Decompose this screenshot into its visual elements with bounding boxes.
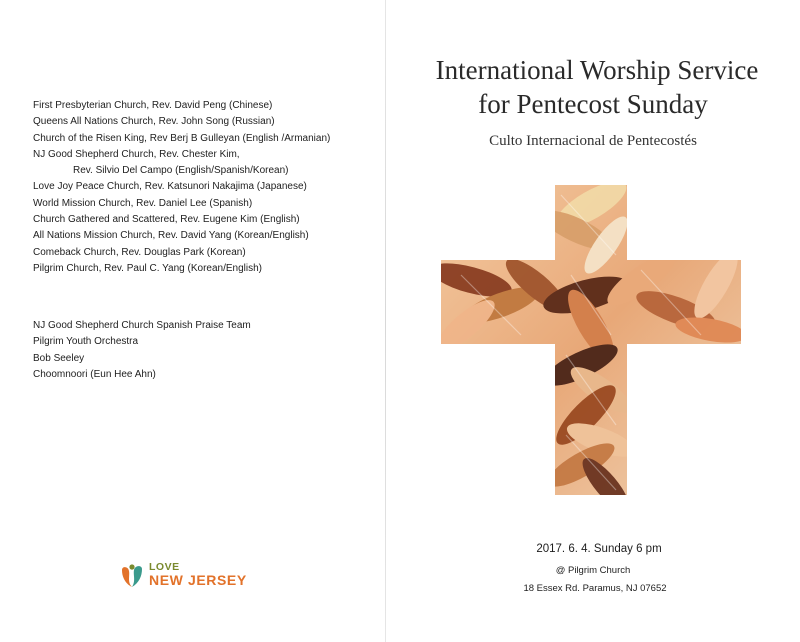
logo-line-2: NEW JERSEY bbox=[149, 572, 247, 588]
love-new-jersey-logo bbox=[118, 560, 258, 594]
list-item: Choomnoori (Eun Hee Ahn) bbox=[33, 368, 156, 380]
event-venue: @ Pilgrim Church bbox=[555, 565, 631, 576]
event-address: 18 Essex Rd. Paramus, NJ 07652 bbox=[523, 583, 667, 594]
list-item: Church of the Risen King, Rev Berj B Gulleyan (English /Armanian) bbox=[33, 132, 331, 144]
page-title-line-2: for Pentecost Sunday bbox=[478, 89, 708, 119]
love-new-jersey-logo-icon bbox=[118, 562, 146, 590]
logo-line-1: LOVE bbox=[149, 561, 180, 573]
list-item: World Mission Church, Rev. Daniel Lee (Spanish) bbox=[33, 197, 253, 209]
right-panel bbox=[386, 0, 800, 642]
hands-cross-image bbox=[441, 185, 741, 495]
list-item: NJ Good Shepherd Church Spanish Praise Team bbox=[33, 320, 251, 331]
page-title: International Worship Service bbox=[435, 55, 759, 85]
event-date: 2017. 6. 4. Sunday 6 pm bbox=[536, 543, 662, 555]
musicians-list bbox=[33, 318, 251, 383]
list-item: Queens All Nations Church, Rev. John Song (Russian) bbox=[33, 116, 275, 128]
list-item: Comeback Church, Rev. Douglas Park (Korean) bbox=[33, 246, 246, 258]
list-item: Bob Seeley bbox=[33, 352, 85, 364]
list-item: Pilgrim Youth Orchestra bbox=[33, 336, 139, 348]
list-item: Love Joy Peace Church, Rev. Katsunori Nakajima (Japanese) bbox=[33, 181, 307, 193]
list-item: All Nations Mission Church, Rev. David Yang (Korean/English) bbox=[33, 230, 309, 242]
page-subtitle: Culto Internacional de Pentecostés bbox=[489, 133, 697, 149]
list-item: First Presbyterian Church, Rev. David Peng (Chinese) bbox=[33, 100, 273, 111]
list-item: Pilgrim Church, Rev. Paul C. Yang (Korean/English) bbox=[33, 262, 262, 274]
list-item: Church Gathered and Scattered, Rev. Eugene Kim (English) bbox=[33, 214, 300, 226]
list-item: NJ Good Shepherd Church, Rev. Chester Kim, bbox=[33, 148, 240, 160]
participants-list bbox=[33, 98, 330, 277]
left-panel bbox=[0, 0, 385, 642]
list-item: Rev. Silvio Del Campo (English/Spanish/Korean) bbox=[73, 165, 289, 177]
